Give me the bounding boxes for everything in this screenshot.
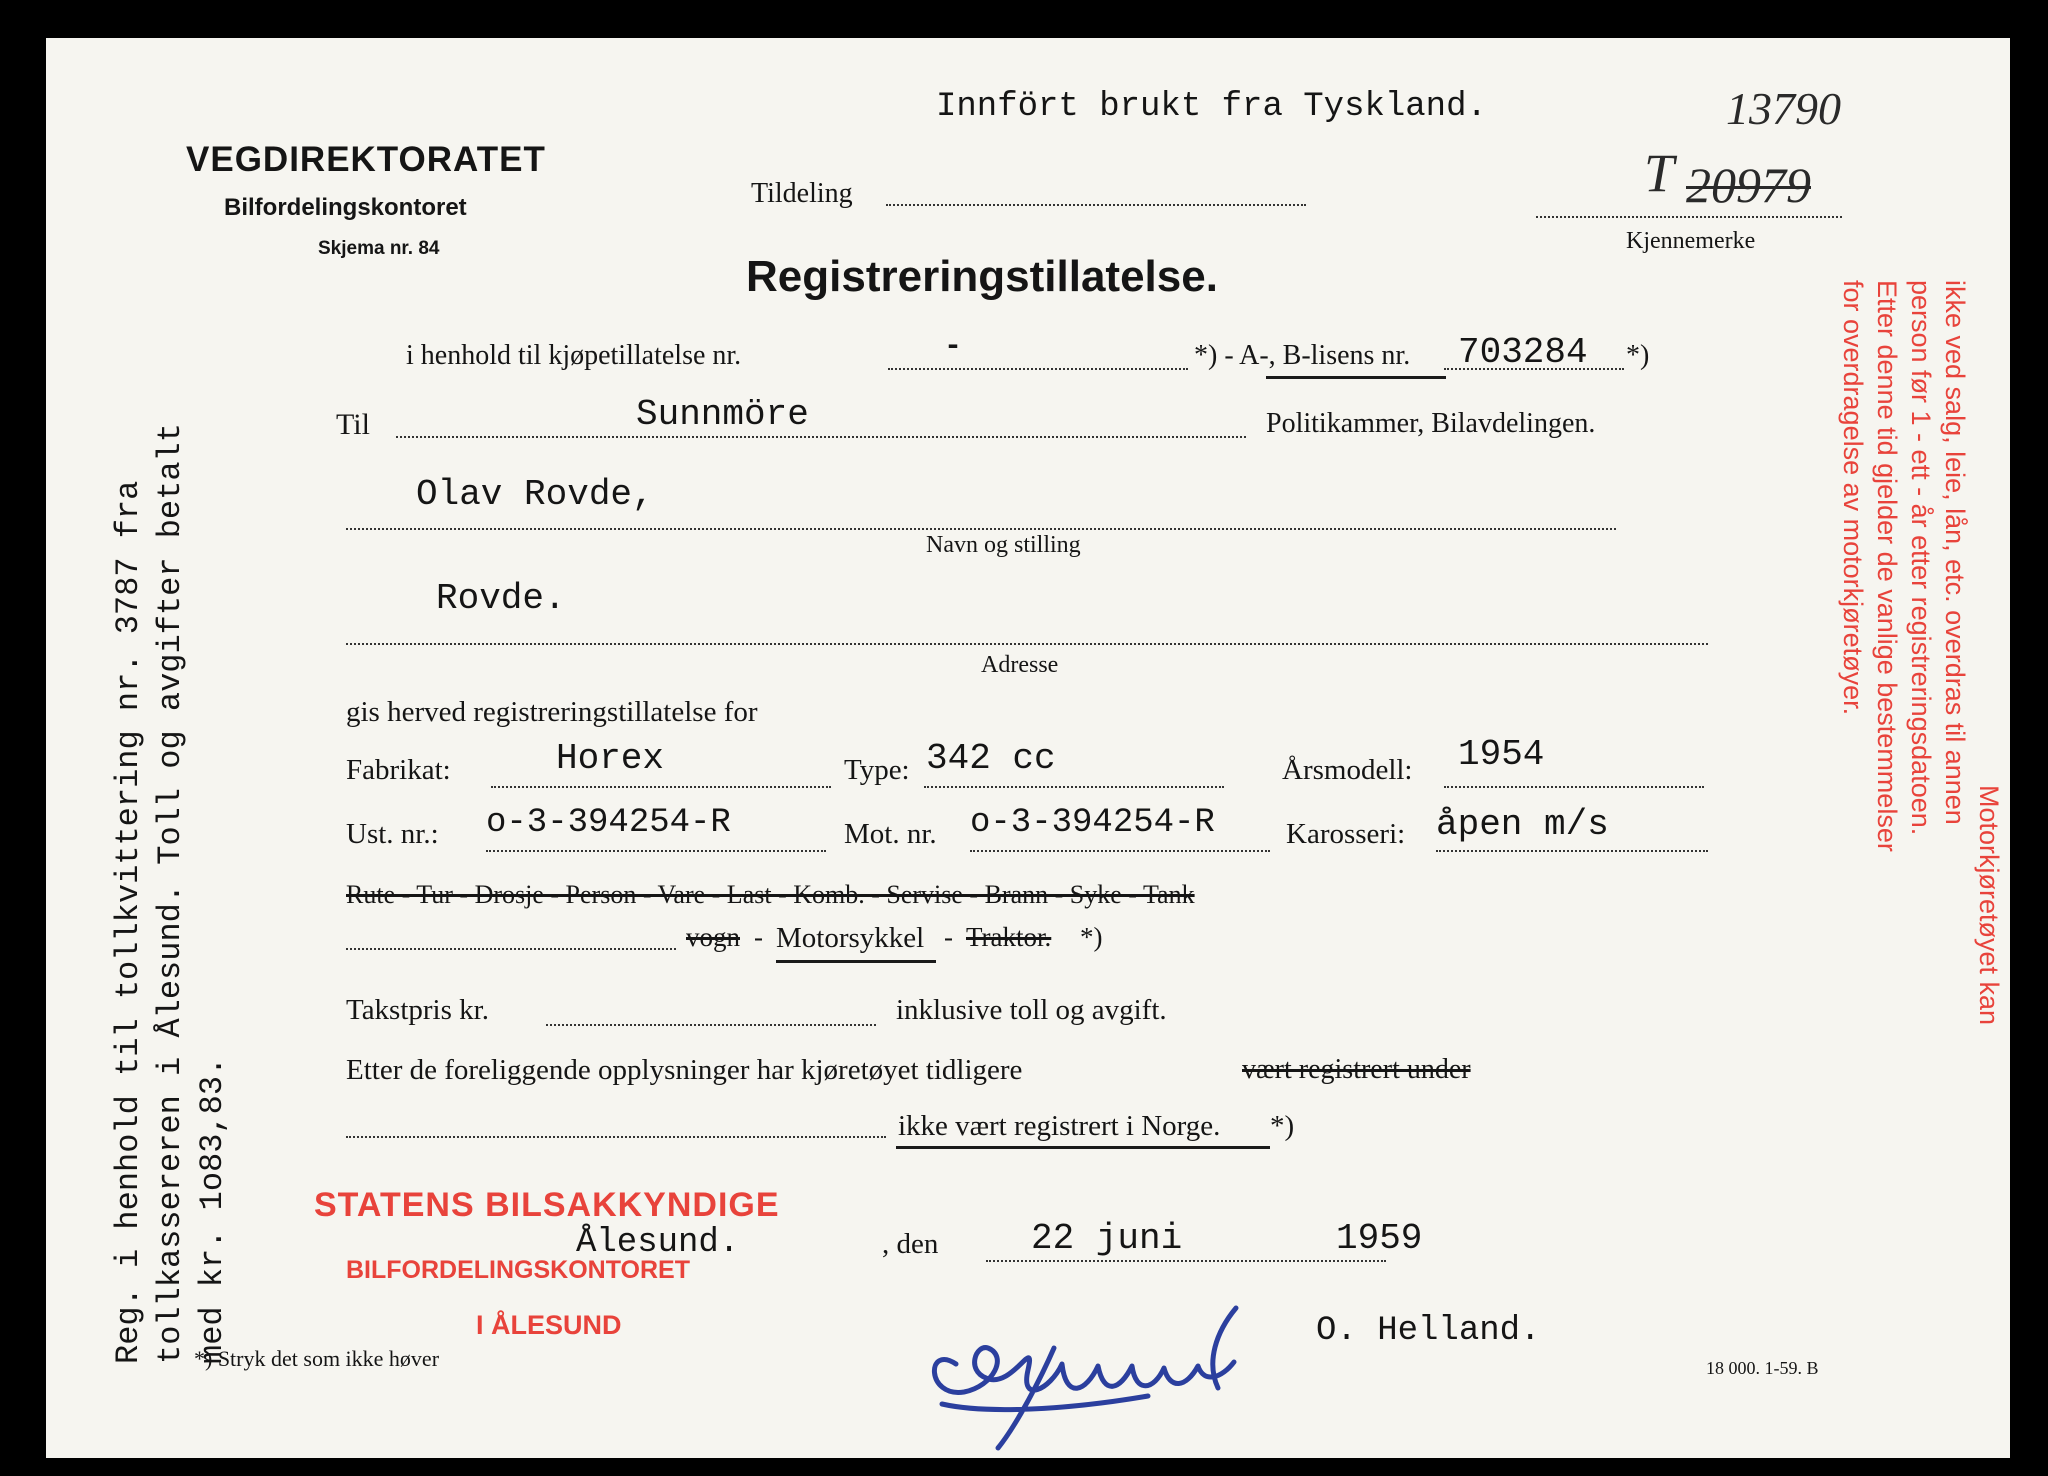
name-caption: Navn og stilling [926,532,1081,558]
vehicle-categories-struck: Rute - Tur - Drosje - Person - Vare - Last - Komb. - Servise - Brann - Syke - Tank [346,880,1195,909]
vehicle-type: 342 cc [926,738,1056,779]
handwritten-number-struck: 20979 [1686,157,1811,213]
vehicle-category-tractor: Traktor. [966,922,1052,952]
document-title: Registreringstillatelse. [746,252,1218,301]
form-number: Skjema nr. 84 [318,238,440,259]
vehicle-category-selected: Motorsykkel [776,922,925,954]
license-label: *) - A-, B-lisens nr. [1194,340,1411,371]
address-caption: Adresse [981,652,1059,678]
owner-address: Rovde. [436,578,566,619]
right-margin-note: Motorkjøretøyet kan ikke ved salg, leie, lån, etc. overdras til annen person før 1 - ett - år etter registreringsdatoen. Etter denne tid gjelder de vanlige bestemmelser for overdragelse av motorkjøretøyer. [1838,280,2004,1026]
body-type: åpen m/s [1436,804,1609,845]
office-name: Bilfordelingskontoret [224,194,467,221]
signer-name: O. Helland. [1316,1312,1541,1350]
vehicle-category-struck: vogn [686,922,740,952]
print-code: 18 000. 1-59. B [1706,1358,1819,1378]
footnote: *) Stryk det som ikke høver [194,1346,440,1371]
issue-date: 22 juni [1031,1218,1183,1259]
model-year: 1954 [1458,734,1545,775]
left-margin-note: Reg. i henhold til tollkvittering nr. 3787 fra tollkassereren i Ålesund. Toll og avgifter betalt med kr. 1o83,83. [110,423,231,1364]
signature [916,1286,1356,1456]
to-label: Til [336,408,370,441]
engine-number: o-3-394254-R [970,804,1215,842]
license-number: 703284 [1458,332,1588,373]
history-text: Etter de foreliggende opplysninger har kjøretøyet tidligere [346,1054,1023,1086]
takst-label: Takstpris kr. [346,994,489,1026]
handwritten-prefix: T [1644,143,1675,203]
place: Ålesund. [576,1224,740,1262]
tildeling-line [886,204,1306,206]
stamp-line-3: I ÅLESUND [476,1310,622,1340]
handwritten-number-top: 13790 [1726,83,1841,134]
owner-name: Olav Rovde, [416,474,654,515]
history-struck: vært registrert under [1242,1054,1471,1085]
vehicle-make: Horex [556,738,665,779]
chassis-number: o-3-394254-R [486,804,731,842]
import-note: Innfört brukt fra Tyskland. [936,88,1487,126]
kjennemerke-line [1536,216,1842,218]
agency-name: VEGDIREKTORATET [186,140,546,179]
takst-suffix: inklusive toll og avgift. [896,994,1167,1026]
kjennemerke-label: Kjennemerke [1626,228,1756,254]
police-department: Politikammer, Bilavdelingen. [1266,408,1596,439]
grant-text: gis herved registreringstillatelse for [346,696,758,728]
registration-permit-document: Innfört brukt fra Tyskland. 13790 T 20979 Kjennemerke VEGDIREKTORATET Bilfordelingskontoret Skjema nr. 84 Tildeling Registreringstillatelse. i henhold til kjøpetillatelse nr. - *) - A-, B-lisens nr. 703284 *) Til Sunnmöre Politikammer, Bilavdelingen. Olav Rovde, Navn og stilling Rovde. Adresse gis herved registreringstillatelse for Fabrikat: Horex Type: 342 cc Årsmodell: 1954 Ust. nr.: o-3-394254-R Mot. nr. o-3-394254-R Karosseri: åpen m/s Rute - Tur - Drosje - Person - Vare - Last - Komb. - Servise - Brann - Syke - Tank vogn - Motorsykkel - Traktor. *) Takstpris kr. inklusive toll og avgift. Etter de foreliggende opplysninger har kjøretøyet tidligere vært registrert under ikke vært registrert i Norge. *) STATENS BILSAKKYNDIGE BILFORDELINGSKONTORET I ÅLESUND Ålesund. , den 22 juni 1959 O. Helland. *) Stryk det som ikke høver 18 000. 1-59. B Reg. i henhold til tollkvittering nr. 3787 fra tollkassereren i Ålesund. Toll og avgifter betalt med kr. 1o83,83. Motorkjøretøyet kan ikke ved salg, leie, lån, etc. overdras til annen person før 1 - ett - år etter registreringsdatoen. Etter denne tid gjelder de vanlige bestemmelser for overdragelse av motorkjøretøyer. [46,38,2010,1458]
tildeling-label: Tildeling [751,178,853,209]
issue-year: 1959 [1336,1218,1423,1259]
permit-label: i henhold til kjøpetillatelse nr. [406,340,742,371]
permit-number: - [944,330,963,364]
stamp-line-2: BILFORDELINGSKONTORET [346,1256,690,1284]
stamp-line-1: STATENS BILSAKKYNDIGE [314,1186,780,1224]
police-district: Sunnmöre [636,394,809,435]
